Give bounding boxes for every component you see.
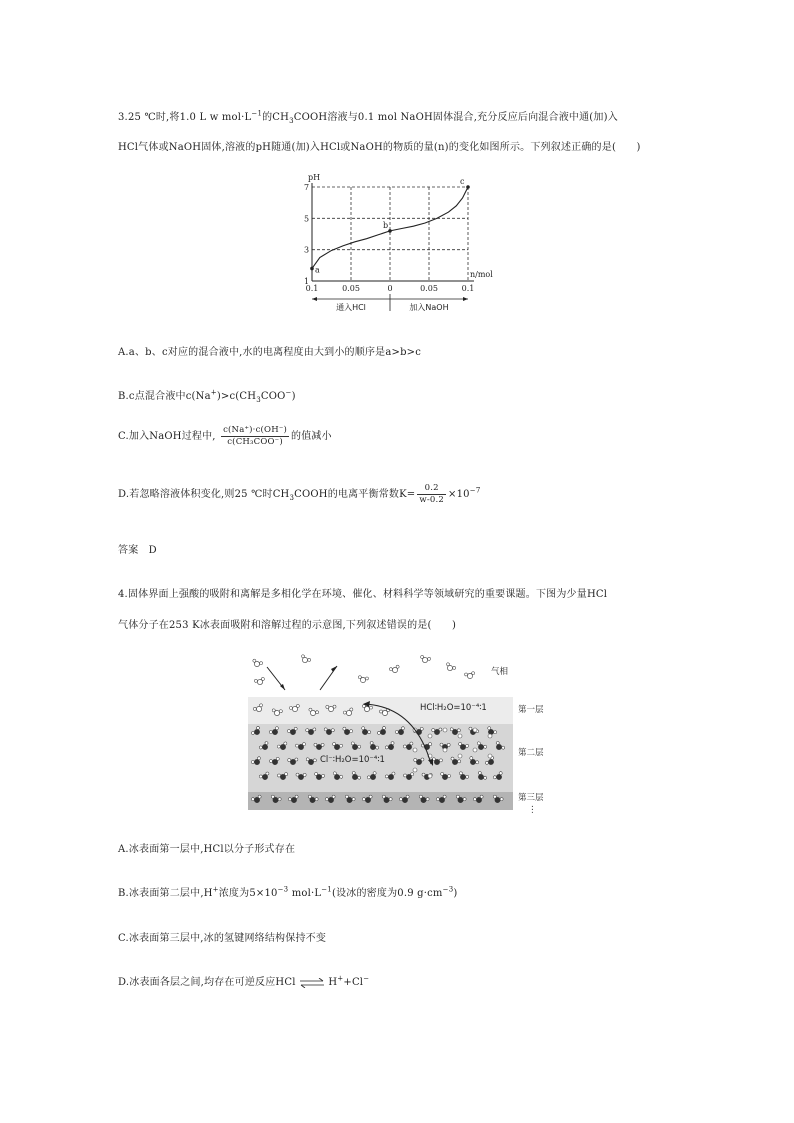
fraction — [221, 425, 289, 448]
data-point-a — [310, 267, 314, 271]
fraction-numerator: 0.2 — [417, 483, 446, 495]
subscript: 3 — [289, 494, 295, 502]
chloride-ion-icon — [473, 728, 477, 732]
q3-unit-exponent: −1 — [251, 109, 263, 118]
q3-stem-line2: HCl气体或NaOH固体,溶液的pH随通(加)入HCl或NaOH的物质的量(n)的变化如图所示。下列叙述正确的是( ) — [118, 142, 641, 153]
q3-option-b-text: B.c点混合液中c(Na — [118, 391, 211, 402]
superscript: −3 — [277, 885, 289, 894]
x-tick-label: 0.05 — [420, 284, 438, 293]
chloride-ion-icon — [488, 754, 492, 758]
chloride-ion-icon — [428, 774, 432, 778]
gas-molecule-icon — [254, 677, 265, 686]
x-axis-label: n/mol — [470, 270, 493, 279]
gas-molecule-icon — [444, 662, 456, 673]
layer1-ratio-label: HCl∶H₂O=10⁻⁴∶1 — [420, 703, 487, 713]
q3-option-c-text: 的值减小 — [291, 431, 332, 442]
chloride-ion-icon — [443, 748, 447, 752]
q4-option-b-text: mol·L — [288, 888, 322, 899]
region-label-hcl: 通入HCl — [336, 303, 366, 312]
superscript: −7 — [469, 486, 481, 495]
chloride-ion-icon — [443, 728, 447, 732]
q4-option-b-text: (设冰的密度为0.9 g·cm — [331, 888, 443, 899]
q4-option-a: A.冰表面第一层中,HCl以分子形式存在 — [118, 844, 296, 855]
q3-option-c — [118, 425, 332, 448]
q3-option-d — [118, 483, 480, 506]
superscript: − — [363, 974, 370, 983]
y-tick-label: 7 — [304, 183, 310, 192]
q4-option-d — [118, 973, 369, 988]
x-tick-label: 0.1 — [305, 284, 319, 293]
fraction-denominator: w-0.2 — [419, 495, 445, 505]
q3-option-b-text: COO — [260, 391, 286, 402]
y-axis-label: pH — [308, 173, 321, 182]
y-tick-label: 1 — [304, 277, 310, 286]
q3-option-a: A.a、b、c对应的混合液中,水的电离程度由大到小的顺序是a>b>c — [118, 347, 422, 358]
q3-option-d-text: D.若忽略溶液体积变化,则25 ℃时CH — [118, 489, 290, 500]
q4-stem-line2: 气体分子在253 K冰表面吸附和溶解过程的示意图,下列叙述错误的是( ) — [118, 620, 457, 631]
superscript: + — [210, 388, 217, 397]
y-tick-label: 5 — [304, 214, 310, 224]
x-tick-label: 0.1 — [461, 284, 475, 293]
superscript: + — [337, 974, 344, 983]
data-point-label-c: c — [460, 177, 465, 186]
subscript: 3 — [256, 396, 261, 404]
fraction — [417, 483, 446, 506]
q3-subscript: 3 — [289, 117, 294, 125]
layer3-label: 第三层 — [518, 793, 544, 803]
q4-option-c: C.冰表面第三层中,冰的氢键网络结构保持不变 — [118, 933, 327, 944]
region-label-naoh: 加入NaOH — [409, 303, 449, 312]
gas-molecule-icon — [464, 671, 475, 679]
q4-option-d-text: D.冰表面各层之间,均存在可逆反应HCl — [118, 977, 296, 988]
superscript: −3 — [442, 885, 454, 894]
ellipsis: ⋮ — [528, 805, 537, 815]
fraction-denominator: c(CH₃COO⁻) — [227, 437, 283, 447]
superscript: −1 — [321, 885, 332, 894]
chloride-ion-icon — [428, 734, 432, 738]
arrowhead-icon — [463, 297, 468, 301]
chloride-ion-icon — [413, 768, 417, 772]
q3-option-b-text: ) — [291, 391, 296, 402]
ice-surface-diagram — [245, 652, 555, 817]
superscript: + — [212, 885, 219, 894]
q3-option-d-text: ×10 — [448, 489, 470, 500]
arrowhead-icon — [312, 297, 317, 301]
x-tick-label: 0.05 — [342, 284, 360, 293]
chloride-ion-icon — [413, 748, 417, 752]
layer2-label: 第二层 — [518, 748, 544, 758]
reversible-arrow-icon — [299, 978, 325, 988]
q4-option-d-text: +Cl — [343, 977, 364, 988]
q3-answer: 答案 D — [118, 545, 157, 556]
ph-titration-chart — [298, 170, 508, 320]
q4-option-b-text: B.冰表面第二层中,H — [118, 888, 213, 899]
q3-option-d-text: COOH的电离平衡常数K= — [294, 489, 416, 500]
q3-option-b-text: )>c(CH — [216, 391, 257, 402]
q3-stem-line1 — [118, 108, 618, 125]
gas-molecule-icon — [251, 659, 263, 668]
gas-molecule-icon — [419, 655, 430, 664]
q4-option-d-text: H — [324, 977, 338, 988]
q4-option-b — [118, 884, 457, 899]
chloride-ion-icon — [488, 734, 492, 738]
gas-molecule-icon — [358, 675, 369, 683]
gas-phase-label: 气相 — [491, 667, 509, 677]
x-tick-label: 0 — [387, 284, 393, 293]
chloride-ion-icon — [458, 734, 462, 738]
superscript: − — [285, 388, 292, 397]
gas-molecule-icon — [299, 654, 311, 665]
q3-option-c-text: C.加入NaOH过程中, — [118, 431, 216, 442]
layer1-label: 第一层 — [518, 705, 544, 715]
q3-stem-text: 3.25 ℃时,将1.0 L w mol·L — [118, 112, 252, 123]
chloride-ion-icon — [458, 754, 462, 758]
chloride-ion-icon — [473, 748, 477, 752]
q3-stem-text: COOH溶液与0.1 mol NaOH固体混合,充分反应后向混合液中通(加)入 — [293, 112, 618, 123]
q4-option-b-text: ) — [453, 888, 458, 899]
layer2-ratio-label: Cl⁻∶H₂O=10⁻⁴∶1 — [320, 755, 385, 765]
q3-option-b — [118, 387, 296, 404]
fraction-numerator: c(Na⁺)·c(OH⁻) — [223, 425, 288, 435]
data-point-label-a: a — [315, 265, 320, 275]
q4-stem-line1: 4.固体界面上强酸的吸附和离解是多相化学在环境、催化、材料科学等领域研究的重要课题。下图为少量HCl — [118, 589, 608, 600]
gas-molecule-icon — [389, 665, 401, 674]
ice-layer-3 — [248, 792, 513, 810]
data-point-label-b: b — [383, 220, 389, 230]
y-tick-label: 3 — [304, 245, 310, 255]
q4-option-b-text: 浓度为5×10 — [218, 888, 278, 899]
q3-stem-text: 的CH — [262, 112, 290, 123]
data-point-c — [466, 185, 470, 189]
data-point-b — [388, 229, 392, 233]
